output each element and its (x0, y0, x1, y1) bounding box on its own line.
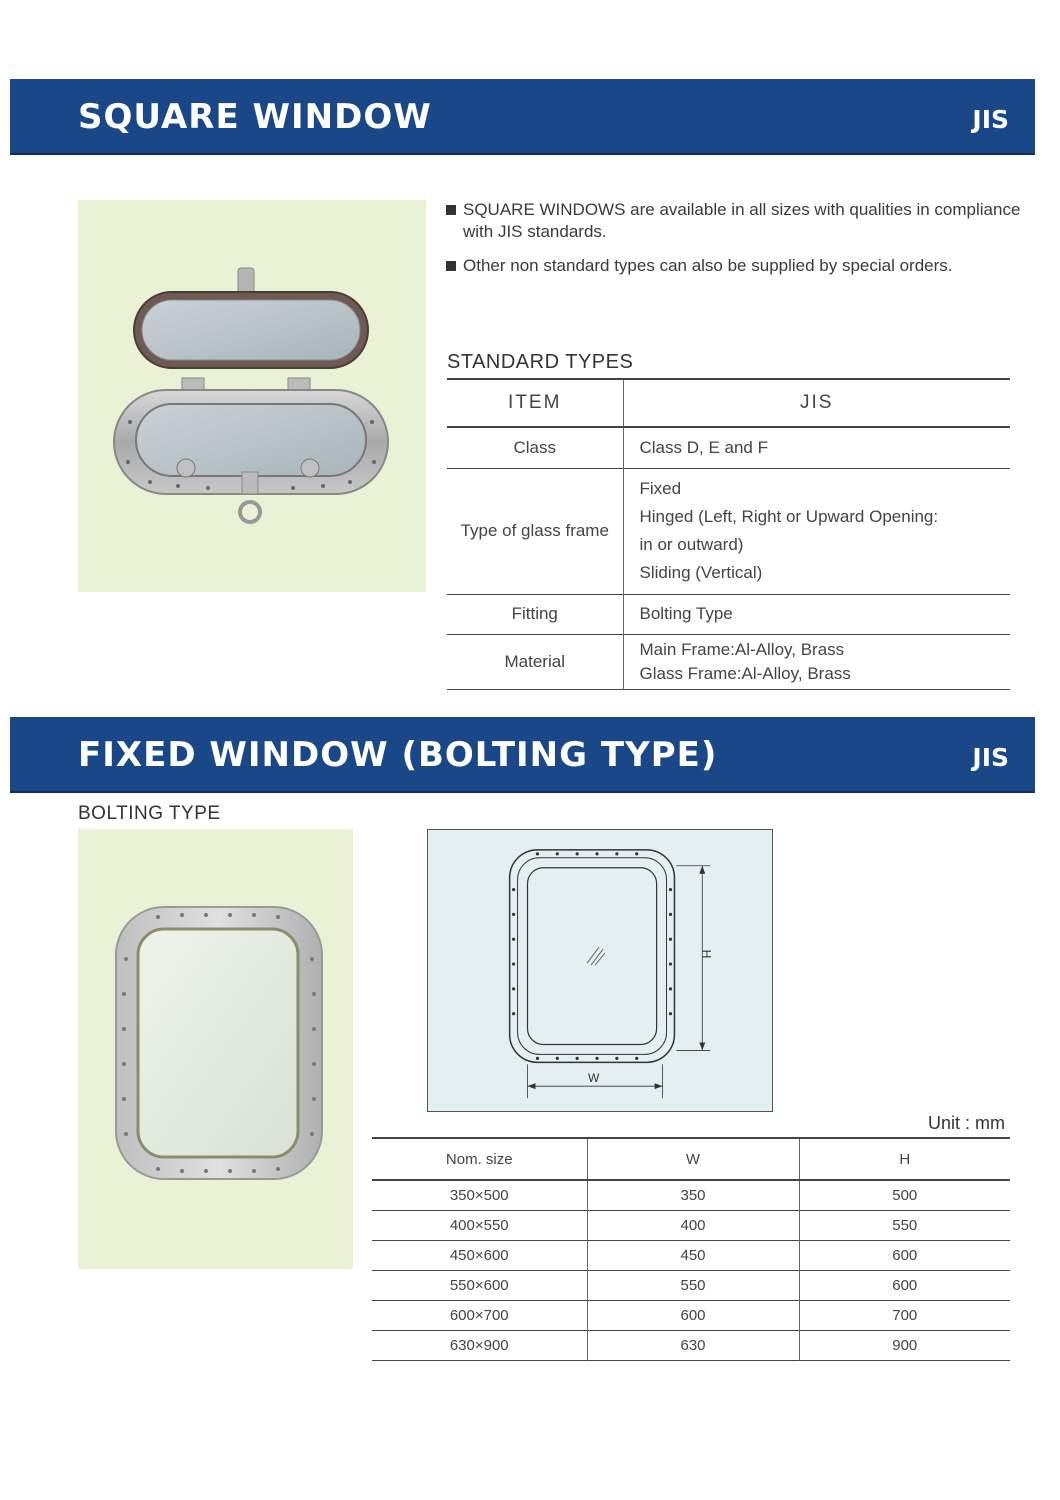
cell-nom-size: 350×500 (372, 1180, 587, 1210)
cell-w: 450 (587, 1240, 799, 1270)
section-title: FIXED WINDOW (BOLTING TYPE) (78, 735, 718, 775)
bolting-window-diagram (427, 829, 773, 1112)
cell-h: 600 (892, 1276, 918, 1294)
cell-w: 600 (587, 1300, 799, 1330)
cell-nom-size: 630×900 (372, 1330, 587, 1360)
square-window-banner (10, 79, 1035, 155)
row-item: Material (447, 634, 623, 689)
section-title: SQUARE WINDOW (78, 97, 432, 137)
table-row (372, 1180, 1010, 1210)
table-row (447, 634, 1010, 689)
table-header-item: ITEM (447, 379, 623, 427)
table-header-jis: JIS (800, 392, 834, 413)
header-h: H (899, 1150, 911, 1168)
row-value: Bolting Type (639, 604, 733, 623)
row-value: Class D, E and F (639, 437, 768, 457)
size-table (372, 1137, 1010, 1361)
row-item: Type of glass frame (447, 468, 623, 594)
cell-w: 550 (587, 1270, 799, 1300)
row-value: Sliding (Vertical) (639, 563, 763, 582)
bullet-text: Other non standard types can also be supplied by special orders. (463, 256, 953, 275)
standard-types-title: STANDARD TYPES (447, 351, 634, 373)
cell-nom-size: 550×600 (372, 1270, 587, 1300)
standard-types-table (447, 378, 1010, 690)
cell-nom-size: 400×550 (372, 1210, 587, 1240)
table-row (372, 1210, 1010, 1240)
cell-h: 700 (892, 1306, 918, 1324)
cell-w: 350 (587, 1180, 799, 1210)
cell-h: 500 (892, 1186, 918, 1204)
cell-w: 630 (587, 1330, 799, 1360)
row-value: Hinged (Left, Right or Upward Opening: (639, 507, 939, 526)
bullet-square-icon (446, 205, 456, 215)
table-header-row (447, 379, 1010, 427)
table-row (372, 1300, 1010, 1330)
dimension-w-label: W (588, 1071, 600, 1085)
row-item: Fitting (447, 594, 623, 634)
cell-w: 400 (587, 1210, 799, 1240)
table-row (447, 468, 1010, 594)
row-value: in or outward) (639, 535, 744, 554)
cell-h: 600 (892, 1246, 918, 1264)
bullet-square-icon (446, 261, 456, 271)
unit-label: Unit : mm (928, 1113, 1006, 1133)
row-item: Class (447, 427, 623, 468)
list-item (446, 255, 1026, 277)
standard-label: JIS (972, 105, 1009, 134)
row-value: Fixed (639, 479, 682, 498)
square-window-photo (78, 200, 426, 592)
bullet-text: SQUARE WINDOWS are available in all sizes with qualities in compliance with JIS standards. (463, 200, 1021, 241)
header-w: W (587, 1138, 799, 1180)
table-row (447, 427, 1010, 468)
cell-h: 900 (892, 1336, 918, 1354)
header-nom-size: Nom. size (372, 1138, 587, 1180)
fixed-window-banner (10, 717, 1035, 793)
table-row (372, 1270, 1010, 1300)
dimension-h-label: H (699, 949, 714, 959)
row-value: Glass Frame:Al-Alloy, Brass (639, 663, 851, 683)
cell-nom-size: 600×700 (372, 1300, 587, 1330)
standard-label: JIS (972, 743, 1009, 772)
table-row (372, 1330, 1010, 1360)
table-header-row (372, 1138, 1010, 1180)
list-item (446, 199, 1026, 243)
table-row (447, 594, 1010, 634)
table-row (372, 1240, 1010, 1270)
cell-h: 550 (892, 1216, 918, 1234)
cell-nom-size: 450×600 (372, 1240, 587, 1270)
feature-list (446, 199, 1026, 289)
bolting-type-label: BOLTING TYPE (78, 803, 221, 824)
fixed-window-photo (78, 829, 353, 1269)
row-value: Main Frame:Al-Alloy, Brass (639, 639, 845, 659)
